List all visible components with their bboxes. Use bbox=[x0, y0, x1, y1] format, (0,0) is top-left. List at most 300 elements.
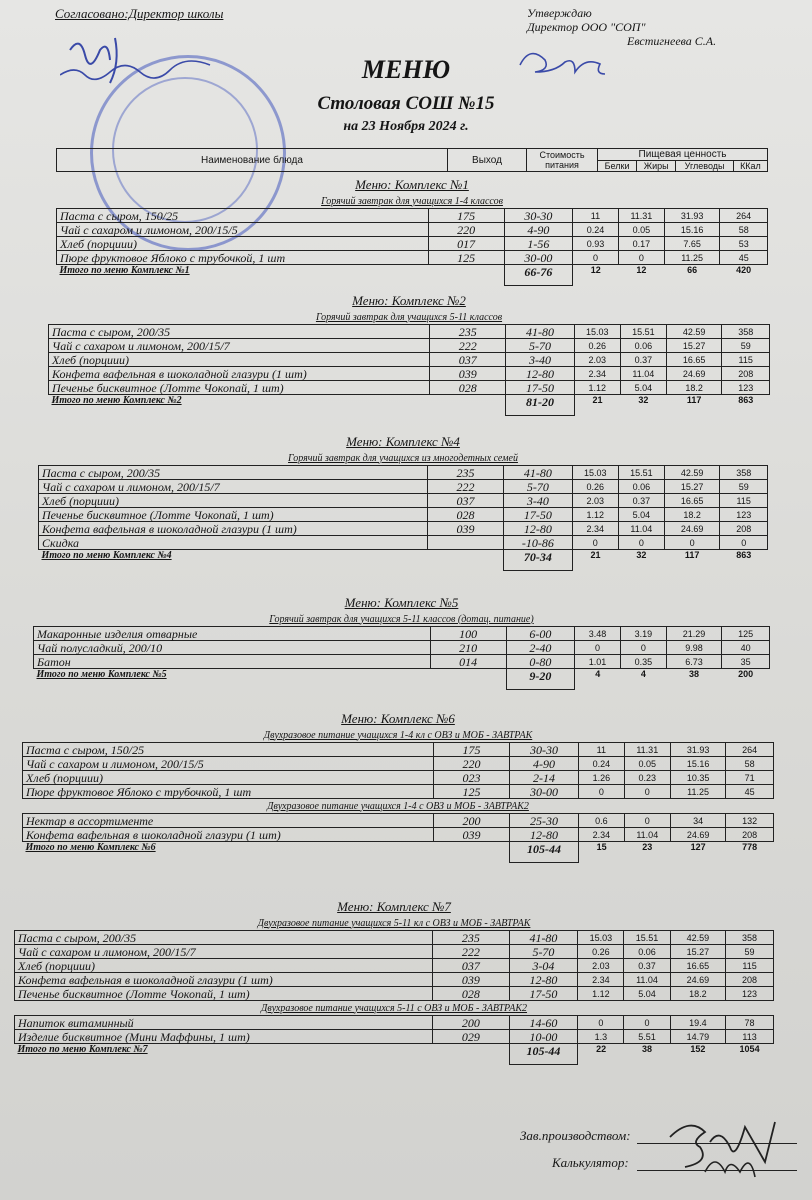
dish-carbs: 21.29 bbox=[666, 627, 722, 641]
dish-carbs: 11.25 bbox=[670, 785, 726, 799]
dish-fats: 3.19 bbox=[620, 627, 666, 641]
dish-output: 014 bbox=[430, 655, 506, 669]
dish-output: 039 bbox=[433, 973, 509, 987]
total-proteins: 4 bbox=[595, 669, 601, 679]
dish-name: Хлеб (порциии) bbox=[49, 353, 430, 367]
dish-name: Печенье бисквитное (Лотте Чокопай, 1 шт) bbox=[15, 987, 433, 1001]
dish-output: 175 bbox=[433, 743, 509, 757]
dish-proteins: 15.03 bbox=[572, 466, 618, 480]
dish-output: 100 bbox=[430, 627, 506, 641]
dish-cost: 12-80 bbox=[506, 367, 574, 381]
dish-output: 028 bbox=[427, 508, 503, 522]
dish-proteins: 15.03 bbox=[574, 325, 620, 339]
canteen-name: Столовая СОШ №15 bbox=[317, 93, 495, 114]
dish-proteins: 3.48 bbox=[575, 627, 621, 641]
dish-fats: 0 bbox=[620, 641, 666, 655]
dish-output: 028 bbox=[433, 987, 509, 1001]
dish-proteins: 2.03 bbox=[574, 353, 620, 367]
group-subtitle: Двухразовое питание учащихся 1-4 кл с ОВЗ и МОБ - ЗАВТРАК bbox=[263, 729, 533, 741]
dish-name: Конфета вафельная в шоколадной глазури (1 шт) bbox=[23, 828, 434, 842]
table-row bbox=[39, 508, 768, 522]
dish-carbs: 9.98 bbox=[666, 641, 722, 655]
dish-fats: 11.04 bbox=[618, 522, 664, 536]
dish-carbs: 16.65 bbox=[670, 959, 726, 973]
dish-fats: 0 bbox=[618, 251, 664, 265]
col-proteins: Белки bbox=[598, 161, 637, 172]
dish-kcal: 78 bbox=[726, 1016, 774, 1030]
total-cost: 105-44 bbox=[510, 842, 579, 863]
total-label: Итого по меню Комплекс №7 bbox=[17, 1044, 148, 1055]
total-carbs: 117 bbox=[686, 395, 702, 405]
dish-output: 220 bbox=[428, 223, 504, 237]
dish-fats: 11.04 bbox=[624, 973, 670, 987]
dish-cost: -10-86 bbox=[504, 536, 573, 550]
table-row bbox=[15, 1016, 774, 1030]
total-carbs: 117 bbox=[684, 550, 700, 560]
dish-carbs: 10.35 bbox=[670, 771, 726, 785]
dish-cost: 0-80 bbox=[506, 655, 574, 669]
complex-title: Меню: Комплекс №4 bbox=[346, 434, 460, 449]
table-row bbox=[15, 973, 774, 987]
dish-fats: 0 bbox=[618, 536, 664, 550]
dish-carbs: 15.27 bbox=[664, 480, 720, 494]
table-row bbox=[39, 466, 768, 480]
dish-proteins: 1.12 bbox=[572, 508, 618, 522]
dish-fats: 5.04 bbox=[620, 381, 666, 395]
dish-kcal: 264 bbox=[726, 743, 774, 757]
approval-name: Евстигнеева С.А. bbox=[627, 34, 717, 48]
table-row bbox=[57, 237, 768, 251]
col-carbs: Углеводы bbox=[676, 161, 734, 172]
dish-proteins: 0 bbox=[578, 1016, 624, 1030]
dish-proteins: 11 bbox=[578, 743, 624, 757]
dish-cost: 30-00 bbox=[504, 251, 572, 265]
group-subtitle: Горячий завтрак для учащихся 1-4 классов bbox=[321, 195, 503, 207]
dish-carbs: 24.69 bbox=[664, 522, 720, 536]
dish-kcal: 208 bbox=[726, 973, 774, 987]
dish-carbs: 19.4 bbox=[670, 1016, 726, 1030]
dish-fats: 11.31 bbox=[618, 209, 664, 223]
dish-name: Макаронные изделия отварные bbox=[34, 627, 431, 641]
dish-carbs: 11.25 bbox=[664, 251, 720, 265]
table-row bbox=[15, 1030, 774, 1044]
dish-kcal: 208 bbox=[720, 522, 768, 536]
production-label: Зав.производством: bbox=[520, 1128, 631, 1143]
complex-table bbox=[56, 176, 768, 286]
dish-output: 017 bbox=[428, 237, 504, 251]
dish-name: Пюре фруктовое Яблоко с трубочкой, 1 шт bbox=[23, 785, 434, 799]
dish-cost: 3-04 bbox=[509, 959, 578, 973]
table-row bbox=[39, 494, 768, 508]
total-proteins: 21 bbox=[590, 550, 601, 560]
total-kcal: 863 bbox=[736, 550, 752, 560]
dish-kcal: 123 bbox=[726, 987, 774, 1001]
dish-proteins: 2.03 bbox=[578, 959, 624, 973]
approval-position: Директор ООО "СОП" bbox=[527, 20, 646, 34]
dish-output: 220 bbox=[433, 757, 509, 771]
dish-output: 235 bbox=[433, 931, 509, 945]
table-row bbox=[15, 987, 774, 1001]
dish-kcal: 59 bbox=[722, 339, 770, 353]
dish-fats: 5.51 bbox=[624, 1030, 670, 1044]
dish-output: 028 bbox=[430, 381, 506, 395]
dish-fats: 0 bbox=[624, 1016, 670, 1030]
dish-cost: 2-14 bbox=[510, 771, 579, 785]
table-row bbox=[23, 771, 774, 785]
total-kcal: 200 bbox=[738, 669, 754, 679]
dish-kcal: 358 bbox=[722, 325, 770, 339]
dish-cost: 41-80 bbox=[509, 931, 578, 945]
total-row bbox=[34, 669, 770, 690]
dish-cost: 17-50 bbox=[509, 987, 578, 1001]
dish-name: Паста с сыром, 150/25 bbox=[23, 743, 434, 757]
dish-kcal: 115 bbox=[720, 494, 768, 508]
table-row bbox=[39, 536, 768, 550]
table-row bbox=[23, 743, 774, 757]
dish-cost: 41-80 bbox=[506, 325, 574, 339]
total-label: Итого по меню Комплекс №2 bbox=[51, 395, 182, 406]
dish-carbs: 6.73 bbox=[666, 655, 722, 669]
dish-output: 235 bbox=[430, 325, 506, 339]
dish-kcal: 45 bbox=[720, 251, 768, 265]
page-title: МЕНЮ bbox=[361, 55, 451, 84]
dish-fats: 11.04 bbox=[624, 828, 670, 842]
dish-proteins: 1.01 bbox=[575, 655, 621, 669]
dish-kcal: 53 bbox=[720, 237, 768, 251]
group-subtitle: Двухразовое питание учащихся 5-11 с ОВЗ и МОБ - ЗАВТРАК2 bbox=[260, 1002, 528, 1014]
group-subtitle: Горячий завтрак для учащихся 5-11 классов bbox=[315, 311, 503, 323]
total-row bbox=[49, 395, 770, 416]
dish-cost: 4-90 bbox=[504, 223, 572, 237]
dish-proteins: 15.03 bbox=[578, 931, 624, 945]
total-row bbox=[15, 1044, 774, 1065]
total-cost: 70-34 bbox=[504, 550, 573, 571]
total-fats: 23 bbox=[642, 842, 653, 852]
total-fats: 38 bbox=[641, 1044, 652, 1054]
col-output: Выход bbox=[448, 149, 527, 172]
dish-fats: 0.06 bbox=[618, 480, 664, 494]
dish-kcal: 115 bbox=[726, 959, 774, 973]
dish-name: Напиток витаминный bbox=[15, 1016, 433, 1030]
dish-cost: 4-90 bbox=[510, 757, 579, 771]
dish-fats: 5.04 bbox=[624, 987, 670, 1001]
group-subtitle: Двухразовое питание учащихся 5-11 кл с ОВЗ и МОБ - ЗАВТРАК bbox=[257, 917, 531, 929]
dish-output: 037 bbox=[433, 959, 509, 973]
dish-cost: 10-00 bbox=[509, 1030, 578, 1044]
dish-output: 200 bbox=[433, 1016, 509, 1030]
dish-cost: 2-40 bbox=[506, 641, 574, 655]
dish-proteins: 2.34 bbox=[578, 828, 624, 842]
table-row bbox=[49, 339, 770, 353]
dish-cost: 3-40 bbox=[504, 494, 573, 508]
dish-carbs: 42.59 bbox=[666, 325, 722, 339]
total-row bbox=[57, 265, 768, 286]
complex-title: Меню: Комплекс №7 bbox=[337, 899, 451, 914]
dish-carbs: 0 bbox=[664, 536, 720, 550]
dish-fats: 11.04 bbox=[620, 367, 666, 381]
total-kcal: 778 bbox=[742, 842, 758, 852]
footer-signatures bbox=[650, 1112, 800, 1182]
dish-fats: 0.35 bbox=[620, 655, 666, 669]
total-cost: 105-44 bbox=[509, 1044, 578, 1065]
calculator-label: Калькулятор: bbox=[552, 1155, 629, 1170]
group-subtitle: Горячий завтрак для учащихся из многодетных семей bbox=[288, 452, 518, 464]
total-fats: 12 bbox=[636, 265, 647, 275]
column-header bbox=[56, 148, 768, 172]
dish-carbs: 15.27 bbox=[670, 945, 726, 959]
dish-fats: 0.23 bbox=[624, 771, 670, 785]
dish-kcal: 45 bbox=[726, 785, 774, 799]
table-row bbox=[23, 785, 774, 799]
dish-name: Чай полусладкий, 200/10 bbox=[34, 641, 431, 655]
dish-name: Скидка bbox=[39, 536, 428, 550]
dish-output: 175 bbox=[428, 209, 504, 223]
dish-cost: 5-70 bbox=[504, 480, 573, 494]
dish-fats: 11.31 bbox=[624, 743, 670, 757]
approval-title: Утверждаю bbox=[527, 6, 592, 20]
dish-proteins: 2.34 bbox=[578, 973, 624, 987]
dish-fats: 15.51 bbox=[624, 931, 670, 945]
dish-kcal: 58 bbox=[720, 223, 768, 237]
dish-fats: 0 bbox=[624, 814, 670, 828]
complex-table bbox=[14, 898, 774, 1065]
total-fats: 32 bbox=[638, 395, 649, 405]
dish-carbs: 18.2 bbox=[670, 987, 726, 1001]
dish-output: 039 bbox=[433, 828, 509, 842]
dish-kcal: 115 bbox=[722, 353, 770, 367]
dish-output: 039 bbox=[430, 367, 506, 381]
total-label: Итого по меню Комплекс №6 bbox=[25, 842, 156, 853]
dish-kcal: 358 bbox=[726, 931, 774, 945]
total-proteins: 21 bbox=[592, 395, 603, 405]
dish-cost: 5-70 bbox=[509, 945, 578, 959]
dish-name: Хлеб (порциии) bbox=[23, 771, 434, 785]
dish-carbs: 34 bbox=[670, 814, 726, 828]
complex-title: Меню: Комплекс №5 bbox=[344, 595, 459, 610]
dish-proteins: 2.34 bbox=[572, 522, 618, 536]
dish-cost: 12-80 bbox=[504, 522, 573, 536]
total-cost: 66-76 bbox=[504, 265, 572, 286]
dish-kcal: 35 bbox=[722, 655, 770, 669]
dish-output: 235 bbox=[427, 466, 503, 480]
dish-fats: 0.06 bbox=[624, 945, 670, 959]
dish-name: Изделие бисквитное (Мини Маффины, 1 шт) bbox=[15, 1030, 433, 1044]
approval-right bbox=[527, 6, 716, 48]
dish-cost: 5-70 bbox=[506, 339, 574, 353]
dish-kcal: 264 bbox=[720, 209, 768, 223]
col-name: Наименование блюда bbox=[57, 149, 448, 172]
dish-carbs: 15.16 bbox=[670, 757, 726, 771]
dish-proteins: 1.3 bbox=[578, 1030, 624, 1044]
dish-fats: 15.51 bbox=[618, 466, 664, 480]
dish-name: Конфета вафельная в шоколадной глазури (1 шт) bbox=[15, 973, 433, 987]
dish-kcal: 123 bbox=[722, 381, 770, 395]
dish-carbs: 42.59 bbox=[670, 931, 726, 945]
dish-fats: 0.05 bbox=[624, 757, 670, 771]
dish-name: Паста с сыром, 150/25 bbox=[57, 209, 429, 223]
dish-proteins: 2.34 bbox=[574, 367, 620, 381]
dish-proteins: 0 bbox=[578, 785, 624, 799]
dish-proteins: 0.26 bbox=[572, 480, 618, 494]
table-row bbox=[34, 641, 770, 655]
dish-output: 222 bbox=[427, 480, 503, 494]
menu-date: на 23 Ноября 2024 г. bbox=[343, 119, 469, 134]
dish-carbs: 7.65 bbox=[664, 237, 720, 251]
dish-name: Хлеб (порциии) bbox=[15, 959, 433, 973]
dish-name: Чай с сахаром и лимоном, 200/15/7 bbox=[49, 339, 430, 353]
dish-carbs: 18.2 bbox=[666, 381, 722, 395]
dish-output: 210 bbox=[430, 641, 506, 655]
dish-output: 023 bbox=[433, 771, 509, 785]
dish-name: Печенье бисквитное (Лотте Чокопай, 1 шт) bbox=[39, 508, 428, 522]
col-kcal: ККал bbox=[733, 161, 767, 172]
dish-carbs: 24.69 bbox=[670, 828, 726, 842]
dish-output: 222 bbox=[433, 945, 509, 959]
table-row bbox=[23, 814, 774, 828]
dish-kcal: 40 bbox=[722, 641, 770, 655]
dish-kcal: 71 bbox=[726, 771, 774, 785]
dish-proteins: 0.24 bbox=[573, 223, 619, 237]
dish-name: Батон bbox=[34, 655, 431, 669]
dish-output: 037 bbox=[427, 494, 503, 508]
dish-cost: 17-50 bbox=[504, 508, 573, 522]
dish-name: Паста с сыром, 200/35 bbox=[49, 325, 430, 339]
dish-proteins: 1.12 bbox=[578, 987, 624, 1001]
group-subtitle: Двухразовое питание учащихся 1-4 с ОВЗ и МОБ - ЗАВТРАК2 bbox=[267, 800, 529, 812]
dish-fats: 0.17 bbox=[618, 237, 664, 251]
dish-fats: 0.37 bbox=[624, 959, 670, 973]
dish-proteins: 11 bbox=[573, 209, 619, 223]
dish-output: 039 bbox=[427, 522, 503, 536]
total-label: Итого по меню Комплекс №5 bbox=[36, 669, 167, 680]
dish-kcal: 123 bbox=[720, 508, 768, 522]
table-row bbox=[57, 209, 768, 223]
total-row bbox=[23, 842, 774, 863]
dish-output: 029 bbox=[433, 1030, 509, 1044]
dish-fats: 5.04 bbox=[618, 508, 664, 522]
dish-output: 037 bbox=[430, 353, 506, 367]
complex-table bbox=[22, 710, 774, 863]
table-row bbox=[49, 381, 770, 395]
dish-name: Чай с сахаром и лимоном, 200/15/5 bbox=[23, 757, 434, 771]
table-row bbox=[49, 353, 770, 367]
table-row bbox=[23, 757, 774, 771]
total-cost: 9-20 bbox=[506, 669, 574, 690]
dish-fats: 15.51 bbox=[620, 325, 666, 339]
total-carbs: 66 bbox=[687, 265, 698, 275]
dish-name: Хлеб (порциии) bbox=[39, 494, 428, 508]
dish-proteins: 0.26 bbox=[578, 945, 624, 959]
dish-carbs: 16.65 bbox=[664, 494, 720, 508]
dish-cost: 6-00 bbox=[506, 627, 574, 641]
total-carbs: 127 bbox=[690, 842, 706, 852]
dish-name: Чай с сахаром и лимоном, 200/15/5 bbox=[57, 223, 429, 237]
dish-name: Паста с сыром, 200/35 bbox=[15, 931, 433, 945]
dish-cost: 14-60 bbox=[509, 1016, 578, 1030]
dish-carbs: 31.93 bbox=[670, 743, 726, 757]
table-row bbox=[15, 959, 774, 973]
table-row bbox=[15, 931, 774, 945]
dish-proteins: 0 bbox=[572, 536, 618, 550]
dish-fats: 0.37 bbox=[620, 353, 666, 367]
dish-name: Пюре фруктовое Яблоко с трубочкой, 1 шт bbox=[57, 251, 429, 265]
complex-title: Меню: Комплекс №6 bbox=[341, 711, 455, 726]
table-row bbox=[49, 325, 770, 339]
dish-carbs: 18.2 bbox=[664, 508, 720, 522]
complex-table bbox=[33, 594, 770, 690]
dish-kcal: 125 bbox=[722, 627, 770, 641]
dish-cost: 30-30 bbox=[504, 209, 572, 223]
dish-name: Чай с сахаром и лимоном, 200/15/7 bbox=[39, 480, 428, 494]
table-row bbox=[23, 828, 774, 842]
dish-kcal: 132 bbox=[726, 814, 774, 828]
col-nutrition: Пищевая ценность bbox=[598, 149, 768, 161]
table-row bbox=[34, 627, 770, 641]
dish-proteins: 0.24 bbox=[578, 757, 624, 771]
dish-cost: 25-30 bbox=[510, 814, 579, 828]
col-fats: Жиры bbox=[637, 161, 676, 172]
dish-name: Чай с сахаром и лимоном, 200/15/7 bbox=[15, 945, 433, 959]
col-cost: Стоимость питания bbox=[527, 149, 598, 172]
dish-fats: 0.06 bbox=[620, 339, 666, 353]
total-fats: 32 bbox=[636, 550, 647, 560]
dish-kcal: 208 bbox=[722, 367, 770, 381]
dish-carbs: 24.69 bbox=[666, 367, 722, 381]
dish-kcal: 58 bbox=[726, 757, 774, 771]
dish-cost: 30-30 bbox=[510, 743, 579, 757]
dish-fats: 0 bbox=[624, 785, 670, 799]
total-proteins: 12 bbox=[590, 265, 601, 275]
dish-cost: 3-40 bbox=[506, 353, 574, 367]
dish-output: 200 bbox=[433, 814, 509, 828]
group-subtitle: Горячий завтрак для учащихся 5-11 классов (дотац. питание) bbox=[269, 613, 534, 625]
total-carbs: 152 bbox=[690, 1044, 706, 1054]
dish-kcal: 59 bbox=[726, 945, 774, 959]
complex-title: Меню: Комплекс №1 bbox=[355, 177, 469, 192]
dish-carbs: 15.16 bbox=[664, 223, 720, 237]
dish-cost: 12-80 bbox=[509, 973, 578, 987]
dish-cost: 17-50 bbox=[506, 381, 574, 395]
complex-table bbox=[48, 292, 770, 416]
dish-name: Нектар в ассортименте bbox=[23, 814, 434, 828]
dish-output: 222 bbox=[430, 339, 506, 353]
complex-table bbox=[38, 433, 768, 571]
dish-name: Паста с сыром, 200/35 bbox=[39, 466, 428, 480]
dish-kcal: 0 bbox=[720, 536, 768, 550]
dish-output bbox=[427, 536, 503, 550]
dish-output: 125 bbox=[433, 785, 509, 799]
dish-proteins: 0 bbox=[575, 641, 621, 655]
table-row bbox=[39, 480, 768, 494]
total-kcal: 863 bbox=[738, 395, 754, 405]
approval-left: Согласовано:Директор школы bbox=[55, 6, 224, 21]
total-row bbox=[39, 550, 768, 571]
dish-name: Хлеб (порциии) bbox=[57, 237, 429, 251]
dish-proteins: 2.03 bbox=[572, 494, 618, 508]
dish-output: 125 bbox=[428, 251, 504, 265]
dish-kcal: 113 bbox=[726, 1030, 774, 1044]
table-row bbox=[57, 223, 768, 237]
dish-carbs: 31.93 bbox=[664, 209, 720, 223]
dish-cost: 41-80 bbox=[504, 466, 573, 480]
dish-proteins: 0.26 bbox=[574, 339, 620, 353]
complex-title: Меню: Комплекс №2 bbox=[352, 293, 466, 308]
total-carbs: 38 bbox=[689, 669, 700, 679]
dish-kcal: 208 bbox=[726, 828, 774, 842]
total-label: Итого по меню Комплекс №4 bbox=[41, 550, 172, 561]
dish-name: Печенье бисквитное (Лотте Чокопай, 1 шт) bbox=[49, 381, 430, 395]
dish-fats: 0.37 bbox=[618, 494, 664, 508]
